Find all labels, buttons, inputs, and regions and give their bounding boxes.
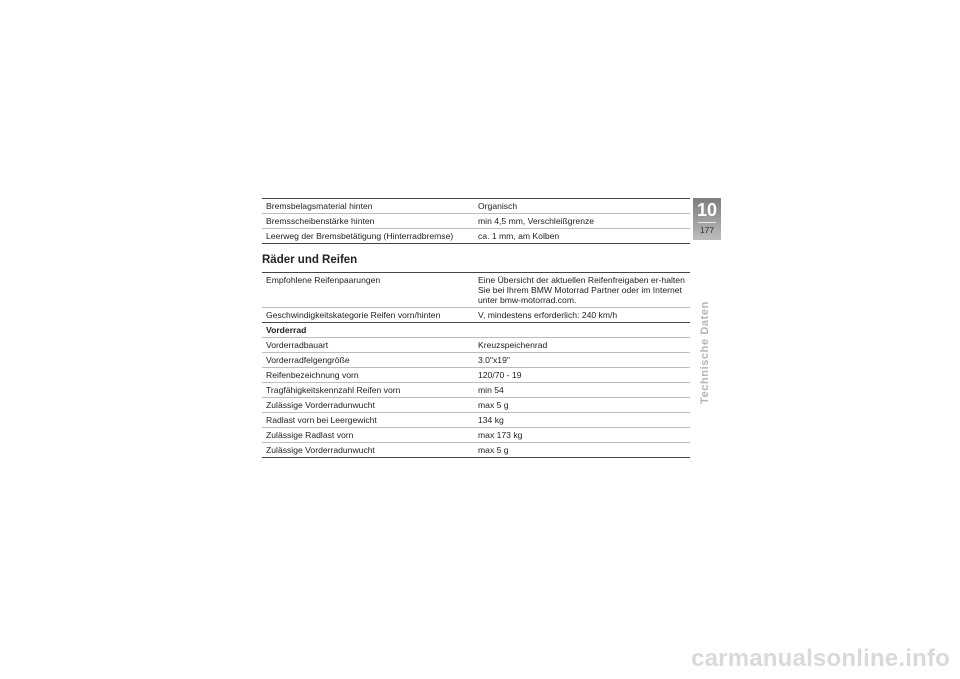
section-title: Räder und Reifen [262,254,358,266]
subsection-heading-row [262,323,690,338]
brakes-table [262,198,690,244]
subsection-heading: Vorderrad [266,325,307,335]
row-label: Vorderradbauart [266,340,329,350]
row-label: Empfohlene Reifenpaarungen [266,275,381,285]
table-row [262,398,690,413]
chapter-tab [693,198,721,240]
table-row [262,273,690,308]
row-label: Leerweg der Bremsbetätigung (Hinterradbremse) [266,231,454,241]
row-label: Zulässige Radlast vorn [266,430,354,440]
row-value: Kreuzspeichenrad [478,340,548,350]
row-label: Zulässige Vorderradunwucht [266,445,375,455]
chapter-number: 10 [696,200,718,220]
row-value: Organisch [478,201,518,211]
table-row [262,308,690,323]
table-row [262,368,690,383]
row-value: 134 kg [478,415,504,425]
table-row [262,338,690,353]
row-value: 120/70 - 19 [478,370,522,380]
wheels-table [262,272,690,458]
table-row [262,383,690,398]
chapter-title: Technische Daten [699,301,711,404]
row-value: ca. 1 mm, am Kolben [478,231,560,241]
table-row [262,229,690,244]
table-row [262,428,690,443]
row-value: min 54 [478,385,504,395]
row-label: Tragfähigkeitskennzahl Reifen vorn [266,385,401,395]
row-value: max 173 kg [478,430,523,440]
page-content [262,198,690,458]
table-row [262,443,690,458]
row-value: max 5 g [478,400,509,410]
row-label: Bremsbelagsmaterial hinten [266,201,373,211]
page-number: 177 [699,225,715,235]
row-label: Vorderradfelgengröße [266,355,350,365]
row-value: V, mindestens erforderlich: 240 km/h [478,310,618,320]
row-value: max 5 g [478,445,509,455]
row-label: Bremsscheibenstärke hinten [266,216,375,226]
table-row [262,199,690,214]
row-value: 3.0"x19" [478,355,510,365]
row-label: Radlast vorn bei Leergewicht [266,415,377,425]
row-value: Eine Übersicht der aktuellen Reifenfreigaben er-halten Sie bei Ihrem BMW Motorrad Partner oder im Internet unter bmw-motorrad.com. [478,275,685,305]
table-row [262,353,690,368]
table-row [262,413,690,428]
table-row [262,214,690,229]
row-label: Reifenbezeichnung vorn [266,370,359,380]
chapter-divider [698,222,716,223]
watermark: carmanualsonline.info [691,645,950,672]
row-value: min 4,5 mm, Verschleißgrenze [478,216,595,226]
row-label: Geschwindigkeitskategorie Reifen vorn/hinten [266,310,441,320]
row-label: Zulässige Vorderradunwucht [266,400,375,410]
